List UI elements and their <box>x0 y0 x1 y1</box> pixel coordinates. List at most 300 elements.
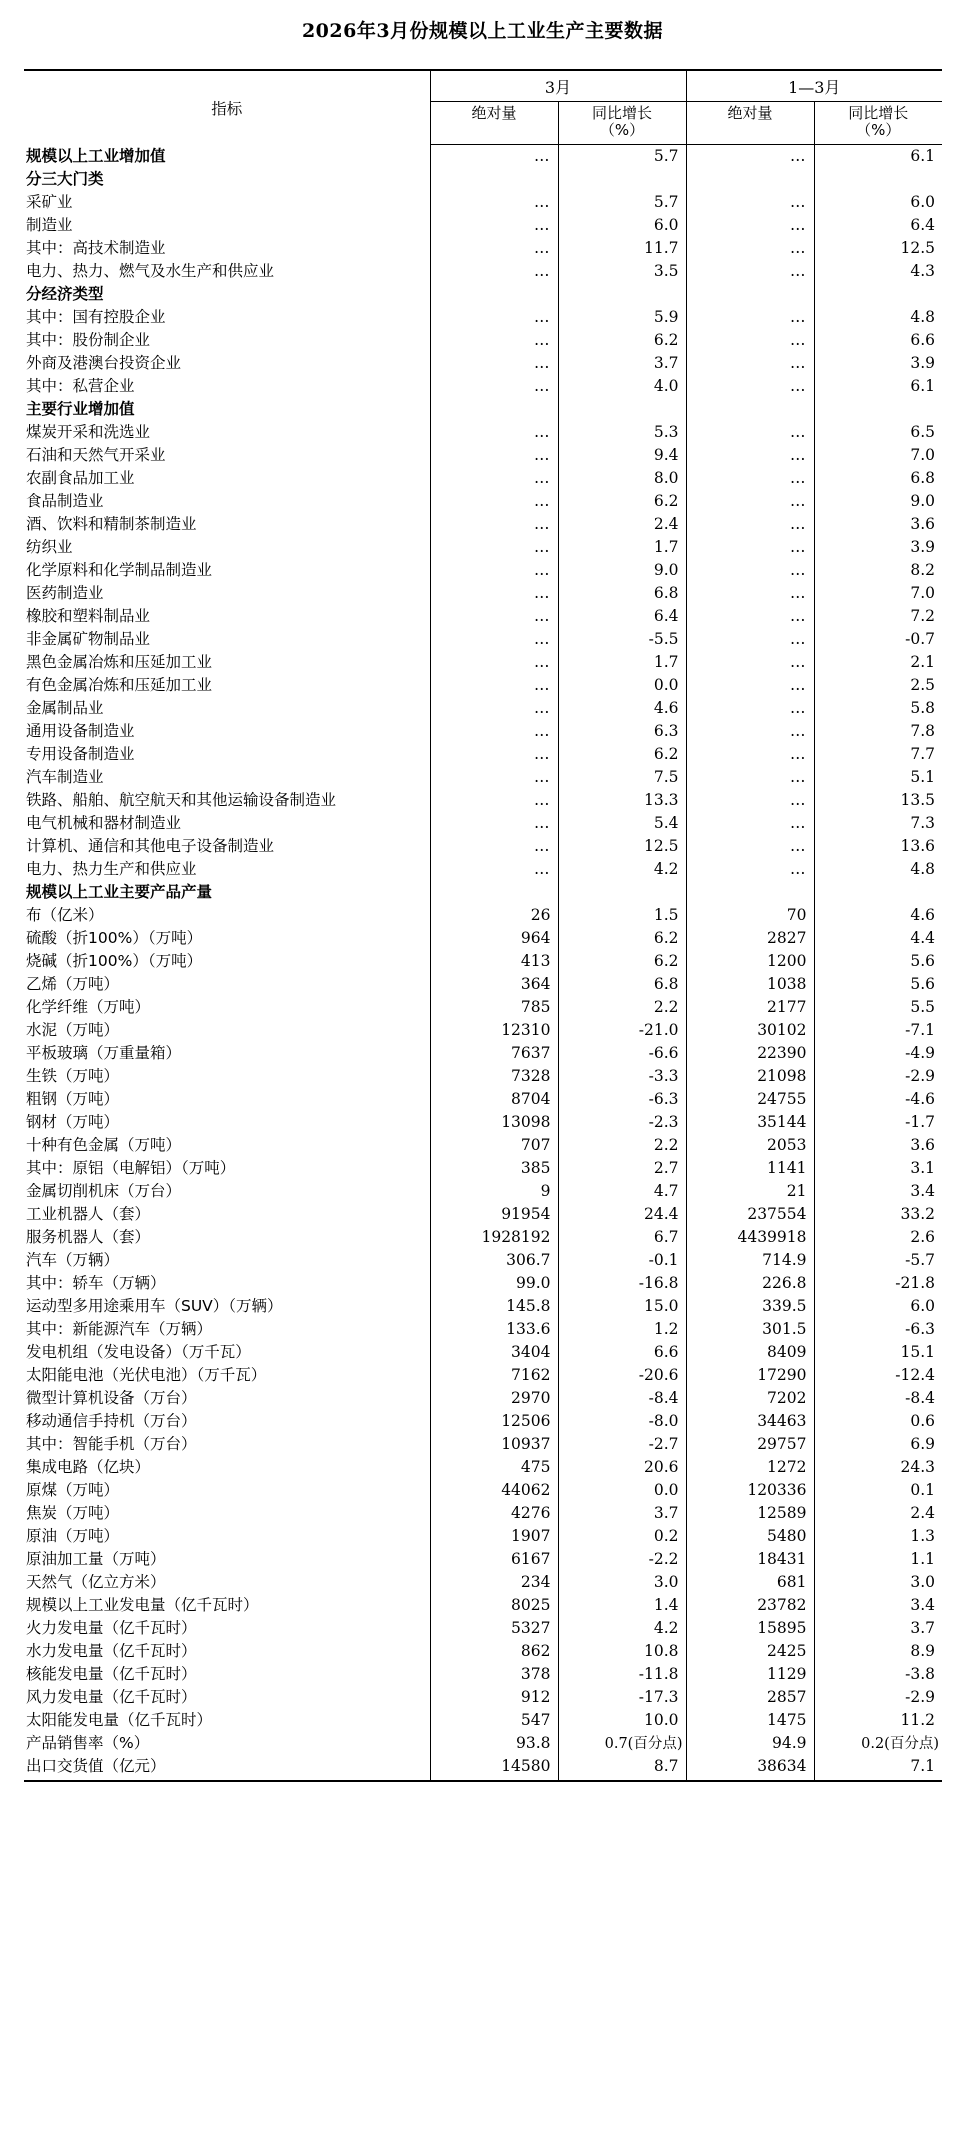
cell-month-growth: 1.4 <box>558 1594 686 1617</box>
cell-month-growth: 1.7 <box>558 536 686 559</box>
cell-month-absolute: 44062 <box>430 1479 558 1502</box>
cell-cumulative-growth: 0.6 <box>814 1410 942 1433</box>
cell-cumulative-absolute: 7202 <box>686 1387 814 1410</box>
cell-cumulative-absolute: 714.9 <box>686 1249 814 1272</box>
table-row <box>24 1387 942 1410</box>
cell-month-absolute: … <box>430 306 558 329</box>
cell-month-growth: 5.4 <box>558 812 686 835</box>
table-row <box>24 144 942 168</box>
cell-cumulative-absolute: 1129 <box>686 1663 814 1686</box>
cell-cumulative-absolute <box>686 398 814 421</box>
row-label: 服务机器人（套） <box>26 1228 151 1247</box>
table-row <box>24 214 942 237</box>
cell-cumulative-absolute: 34463 <box>686 1410 814 1433</box>
cell-month-growth: 7.5 <box>558 766 686 789</box>
cell-month-growth: 6.8 <box>558 582 686 605</box>
cell-month-growth: 4.2 <box>558 858 686 881</box>
table-row <box>24 1111 942 1134</box>
row-label: 电力、热力、燃气及水生产和供应业 <box>26 262 275 281</box>
cell-cumulative-absolute: 23782 <box>686 1594 814 1617</box>
table-row <box>24 1249 942 1272</box>
cell-month-growth: 6.2 <box>558 490 686 513</box>
cell-cumulative-absolute: 2857 <box>686 1686 814 1709</box>
table-row <box>24 789 942 812</box>
row-label: 铁路、船舶、航空航天和其他运输设备制造业 <box>26 791 337 810</box>
row-label: 运动型多用途乘用车（SUV）（万辆） <box>26 1297 283 1316</box>
cell-month-absolute <box>430 168 558 191</box>
row-label: 天然气（亿立方米） <box>26 1573 166 1592</box>
cell-month-absolute: 413 <box>430 950 558 973</box>
cell-month-absolute: 6167 <box>430 1548 558 1571</box>
row-label: 金属切削机床（万台） <box>26 1182 182 1201</box>
cell-cumulative-growth <box>814 398 942 421</box>
cell-cumulative-growth: 6.8 <box>814 467 942 490</box>
cell-month-growth: 3.0 <box>558 1571 686 1594</box>
cell-month-growth: 0.2 <box>558 1525 686 1548</box>
cell-month-absolute: … <box>430 513 558 536</box>
row-label: 焦炭（万吨） <box>26 1504 120 1523</box>
cell-cumulative-growth: 6.0 <box>814 191 942 214</box>
cell-month-absolute: 1907 <box>430 1525 558 1548</box>
table-row <box>24 444 942 467</box>
table-row <box>24 237 942 260</box>
table-row <box>24 858 942 881</box>
row-label: 布（亿米） <box>26 906 104 925</box>
cell-cumulative-absolute: 8409 <box>686 1341 814 1364</box>
table-row <box>24 467 942 490</box>
cell-cumulative-growth: 5.1 <box>814 766 942 789</box>
page-title: 2026年3月份规模以上工业生产主要数据 <box>301 20 664 42</box>
cell-cumulative-absolute: 21098 <box>686 1065 814 1088</box>
cell-month-absolute: 785 <box>430 996 558 1019</box>
cell-month-growth: 15.0 <box>558 1295 686 1318</box>
cell-cumulative-absolute: 17290 <box>686 1364 814 1387</box>
cell-month-growth: 5.7 <box>558 191 686 214</box>
row-label: 电力、热力生产和供应业 <box>26 860 197 879</box>
cell-cumulative-growth: 8.9 <box>814 1640 942 1663</box>
cell-month-absolute: 8025 <box>430 1594 558 1617</box>
cell-cumulative-growth: 0.2(百分点) <box>814 1732 942 1755</box>
cell-month-absolute: 12310 <box>430 1019 558 1042</box>
table-row <box>24 490 942 513</box>
cell-month-absolute: 13098 <box>430 1111 558 1134</box>
cell-month-growth: -6.6 <box>558 1042 686 1065</box>
cell-month-growth: 6.3 <box>558 720 686 743</box>
table-row <box>24 881 942 904</box>
table-row <box>24 973 942 996</box>
table-row <box>24 1180 942 1203</box>
cell-month-absolute: … <box>430 536 558 559</box>
cell-cumulative-growth: -1.7 <box>814 1111 942 1134</box>
cell-month-growth: 9.0 <box>558 559 686 582</box>
table-body <box>24 144 942 1781</box>
column-header-month-growth <box>558 102 686 145</box>
cell-cumulative-absolute: 2177 <box>686 996 814 1019</box>
row-label: 集成电路（亿块） <box>26 1458 151 1477</box>
row-label: 产品销售率（%） <box>26 1734 150 1753</box>
cell-cumulative-growth: 3.4 <box>814 1180 942 1203</box>
cell-month-absolute: 7328 <box>430 1065 558 1088</box>
cell-cumulative-absolute: … <box>686 812 814 835</box>
cell-cumulative-absolute: … <box>686 559 814 582</box>
row-label: 制造业 <box>26 216 73 235</box>
cell-cumulative-growth: 7.2 <box>814 605 942 628</box>
row-label: 其中：新能源汽车（万辆） <box>26 1320 213 1339</box>
cell-month-absolute: 9 <box>430 1180 558 1203</box>
table-row <box>24 1364 942 1387</box>
cell-cumulative-growth: -8.4 <box>814 1387 942 1410</box>
cell-month-growth: 2.2 <box>558 1134 686 1157</box>
row-label: 工业机器人（套） <box>26 1205 151 1224</box>
cell-cumulative-absolute: 2827 <box>686 927 814 950</box>
table-row <box>24 1709 942 1732</box>
cell-cumulative-absolute: 301.5 <box>686 1318 814 1341</box>
table-row <box>24 1571 942 1594</box>
row-label: 纺织业 <box>26 538 73 557</box>
cell-cumulative-absolute: … <box>686 789 814 812</box>
row-label: 非金属矿物制品业 <box>26 630 151 649</box>
cell-cumulative-absolute: … <box>686 858 814 881</box>
cell-cumulative-absolute: … <box>686 536 814 559</box>
cell-month-growth: -2.3 <box>558 1111 686 1134</box>
cell-cumulative-absolute: … <box>686 674 814 697</box>
row-label: 其中：股份制企业 <box>26 331 151 350</box>
cell-cumulative-growth: -2.9 <box>814 1686 942 1709</box>
cell-cumulative-absolute: 94.9 <box>686 1732 814 1755</box>
table-row <box>24 283 942 306</box>
industrial-production-table <box>24 69 942 1782</box>
cell-cumulative-absolute: 30102 <box>686 1019 814 1042</box>
cell-month-growth: 10.0 <box>558 1709 686 1732</box>
cell-month-absolute: 93.8 <box>430 1732 558 1755</box>
cell-month-growth: 11.7 <box>558 237 686 260</box>
cell-month-growth: 24.4 <box>558 1203 686 1226</box>
cell-cumulative-growth: 7.3 <box>814 812 942 835</box>
cell-month-growth: -11.8 <box>558 1663 686 1686</box>
cell-cumulative-growth: -12.4 <box>814 1364 942 1387</box>
cell-month-absolute: … <box>430 766 558 789</box>
cell-month-growth: 0.0 <box>558 1479 686 1502</box>
cell-cumulative-growth: 0.1 <box>814 1479 942 1502</box>
cell-cumulative-growth: 2.1 <box>814 651 942 674</box>
row-label: 太阳能电池（光伏电池）（万千瓦） <box>26 1366 267 1385</box>
cell-month-growth: 6.2 <box>558 927 686 950</box>
row-label: 农副食品加工业 <box>26 469 135 488</box>
cell-cumulative-growth: 3.7 <box>814 1617 942 1640</box>
table-row <box>24 260 942 283</box>
cell-month-absolute: … <box>430 214 558 237</box>
row-label: 规模以上工业发电量（亿千瓦时） <box>26 1596 259 1615</box>
table-row <box>24 306 942 329</box>
cell-month-growth: 4.2 <box>558 1617 686 1640</box>
cell-month-growth <box>558 398 686 421</box>
cell-month-growth: 5.7 <box>558 144 686 168</box>
cell-month-absolute: … <box>430 490 558 513</box>
row-label: 计算机、通信和其他电子设备制造业 <box>26 837 275 856</box>
cell-cumulative-growth: 1.3 <box>814 1525 942 1548</box>
row-label: 食品制造业 <box>26 492 104 511</box>
table-row <box>24 398 942 421</box>
table-row <box>24 1295 942 1318</box>
cell-cumulative-growth: 7.0 <box>814 582 942 605</box>
cell-cumulative-growth: 3.9 <box>814 536 942 559</box>
row-label: 原煤（万吨） <box>26 1481 120 1500</box>
table-row <box>24 1272 942 1295</box>
row-label: 汽车制造业 <box>26 768 104 787</box>
cell-cumulative-growth: 7.7 <box>814 743 942 766</box>
cell-cumulative-absolute: 18431 <box>686 1548 814 1571</box>
cell-cumulative-growth: 13.5 <box>814 789 942 812</box>
row-label: 有色金属冶炼和压延加工业 <box>26 676 213 695</box>
cell-month-absolute: 145.8 <box>430 1295 558 1318</box>
cell-cumulative-absolute: 1200 <box>686 950 814 973</box>
cell-cumulative-absolute: … <box>686 628 814 651</box>
cell-cumulative-absolute: 237554 <box>686 1203 814 1226</box>
cell-month-growth: 3.5 <box>558 260 686 283</box>
cell-month-growth: 8.0 <box>558 467 686 490</box>
cell-cumulative-absolute: 21 <box>686 1180 814 1203</box>
cell-month-growth: 6.8 <box>558 973 686 996</box>
row-label: 煤炭开采和洗选业 <box>26 423 151 442</box>
cell-month-absolute: … <box>430 467 558 490</box>
cell-month-growth: 0.0 <box>558 674 686 697</box>
cell-month-absolute: … <box>430 789 558 812</box>
cell-cumulative-growth: -5.7 <box>814 1249 942 1272</box>
table-row <box>24 1755 942 1781</box>
cell-cumulative-growth: 3.4 <box>814 1594 942 1617</box>
cell-cumulative-absolute: 70 <box>686 904 814 927</box>
table-row <box>24 1456 942 1479</box>
cell-month-growth: -20.6 <box>558 1364 686 1387</box>
cell-cumulative-absolute: 35144 <box>686 1111 814 1134</box>
cell-month-absolute: 2970 <box>430 1387 558 1410</box>
cell-month-growth: 2.7 <box>558 1157 686 1180</box>
row-label: 生铁（万吨） <box>26 1067 120 1086</box>
cell-month-absolute: … <box>430 858 558 881</box>
cell-cumulative-growth: 9.0 <box>814 490 942 513</box>
row-label: 核能发电量（亿千瓦时） <box>26 1665 197 1684</box>
table-row <box>24 996 942 1019</box>
table-row <box>24 329 942 352</box>
table-row <box>24 950 942 973</box>
cell-month-growth: 20.6 <box>558 1456 686 1479</box>
row-label: 通用设备制造业 <box>26 722 135 741</box>
cell-cumulative-absolute: 15895 <box>686 1617 814 1640</box>
cell-month-absolute: … <box>430 144 558 168</box>
cell-month-growth: 2.2 <box>558 996 686 1019</box>
cell-cumulative-absolute: … <box>686 191 814 214</box>
table-row <box>24 674 942 697</box>
row-label: 移动通信手持机（万台） <box>26 1412 197 1431</box>
cell-month-growth: 4.0 <box>558 375 686 398</box>
cell-month-absolute: … <box>430 559 558 582</box>
cell-cumulative-growth: -6.3 <box>814 1318 942 1341</box>
cell-month-growth: 1.7 <box>558 651 686 674</box>
cell-month-absolute: 378 <box>430 1663 558 1686</box>
cell-cumulative-absolute: 339.5 <box>686 1295 814 1318</box>
cell-cumulative-growth: 6.1 <box>814 375 942 398</box>
table-row <box>24 628 942 651</box>
row-label: 火力发电量（亿千瓦时） <box>26 1619 197 1638</box>
table-row <box>24 191 942 214</box>
cell-cumulative-absolute: 12589 <box>686 1502 814 1525</box>
cell-cumulative-absolute: 1141 <box>686 1157 814 1180</box>
cell-month-absolute: 385 <box>430 1157 558 1180</box>
table-row <box>24 835 942 858</box>
cell-month-absolute: 10937 <box>430 1433 558 1456</box>
cell-month-growth: 8.7 <box>558 1755 686 1781</box>
cell-month-growth: 6.6 <box>558 1341 686 1364</box>
column-header-month: 3月 <box>430 70 686 102</box>
cell-month-growth: 1.2 <box>558 1318 686 1341</box>
row-label: 烧碱（折100%）（万吨） <box>26 952 203 971</box>
row-label: 专用设备制造业 <box>26 745 135 764</box>
cell-cumulative-growth: 5.6 <box>814 973 942 996</box>
cell-cumulative-growth: -21.8 <box>814 1272 942 1295</box>
cell-cumulative-absolute: 5480 <box>686 1525 814 1548</box>
cell-month-growth: 6.4 <box>558 605 686 628</box>
row-label: 原油（万吨） <box>26 1527 120 1546</box>
table-row <box>24 927 942 950</box>
table-row <box>24 1088 942 1111</box>
cell-month-growth: 6.2 <box>558 743 686 766</box>
cell-cumulative-growth: 5.8 <box>814 697 942 720</box>
cell-cumulative-growth <box>814 283 942 306</box>
cell-month-absolute: 364 <box>430 973 558 996</box>
table-row <box>24 1502 942 1525</box>
cell-month-growth: -0.1 <box>558 1249 686 1272</box>
cell-month-absolute: … <box>430 605 558 628</box>
cell-month-absolute: 964 <box>430 927 558 950</box>
cell-cumulative-growth: 3.6 <box>814 1134 942 1157</box>
cell-cumulative-growth: 6.1 <box>814 144 942 168</box>
cell-month-growth <box>558 283 686 306</box>
cell-cumulative-absolute <box>686 283 814 306</box>
cell-cumulative-absolute: … <box>686 651 814 674</box>
row-label: 金属制品业 <box>26 699 104 718</box>
cell-cumulative-absolute: … <box>686 375 814 398</box>
table-row <box>24 766 942 789</box>
cell-cumulative-growth: 5.6 <box>814 950 942 973</box>
cell-cumulative-absolute: 29757 <box>686 1433 814 1456</box>
cell-cumulative-growth: 4.8 <box>814 306 942 329</box>
cell-cumulative-growth: 7.0 <box>814 444 942 467</box>
cell-month-absolute: 99.0 <box>430 1272 558 1295</box>
cell-cumulative-growth: 4.4 <box>814 927 942 950</box>
cell-month-absolute: 8704 <box>430 1088 558 1111</box>
cell-cumulative-growth: 7.1 <box>814 1755 942 1781</box>
cell-cumulative-absolute: … <box>686 605 814 628</box>
cell-cumulative-absolute: … <box>686 214 814 237</box>
table-row <box>24 1410 942 1433</box>
table-row <box>24 904 942 927</box>
cell-month-absolute: … <box>430 352 558 375</box>
cell-month-absolute: … <box>430 375 558 398</box>
cell-month-absolute: 133.6 <box>430 1318 558 1341</box>
cell-month-growth: 3.7 <box>558 1502 686 1525</box>
row-label: 其中：原铝（电解铝）（万吨） <box>26 1159 236 1178</box>
table-row <box>24 352 942 375</box>
cell-month-absolute: … <box>430 743 558 766</box>
cell-month-absolute: … <box>430 697 558 720</box>
row-label: 电气机械和器材制造业 <box>26 814 182 833</box>
row-label: 黑色金属冶炼和压延加工业 <box>26 653 213 672</box>
cell-cumulative-absolute: 24755 <box>686 1088 814 1111</box>
cell-cumulative-growth: 7.8 <box>814 720 942 743</box>
row-label: 微型计算机设备（万台） <box>26 1389 197 1408</box>
table-row <box>24 559 942 582</box>
cell-month-absolute: … <box>430 260 558 283</box>
cell-month-absolute: 4276 <box>430 1502 558 1525</box>
growth-label-line2: （%） <box>599 121 645 140</box>
cell-cumulative-growth: 2.6 <box>814 1226 942 1249</box>
cell-cumulative-absolute: 681 <box>686 1571 814 1594</box>
cell-cumulative-growth: 5.5 <box>814 996 942 1019</box>
row-label: 水泥（万吨） <box>26 1021 120 1040</box>
table-row <box>24 1479 942 1502</box>
growth-label-line1: 同比增长 <box>591 104 652 122</box>
cell-cumulative-growth: -4.6 <box>814 1088 942 1111</box>
cell-month-absolute: … <box>430 329 558 352</box>
cell-cumulative-absolute: … <box>686 144 814 168</box>
cell-cumulative-absolute: 38634 <box>686 1755 814 1781</box>
row-label: 分三大门类 <box>26 170 104 189</box>
cell-cumulative-absolute: … <box>686 467 814 490</box>
cell-cumulative-absolute: 2425 <box>686 1640 814 1663</box>
table-row <box>24 1617 942 1640</box>
row-label: 出口交货值（亿元） <box>24 1755 430 1781</box>
cell-month-absolute: … <box>430 835 558 858</box>
growth-label-line2: （%） <box>856 121 901 140</box>
row-label: 水力发电量（亿千瓦时） <box>26 1642 197 1661</box>
cell-cumulative-absolute: … <box>686 306 814 329</box>
row-label: 十种有色金属（万吨） <box>26 1136 182 1155</box>
cell-month-absolute: 234 <box>430 1571 558 1594</box>
cell-month-absolute: 7637 <box>430 1042 558 1065</box>
cell-month-absolute: 7162 <box>430 1364 558 1387</box>
cell-month-absolute: … <box>430 651 558 674</box>
cell-month-growth: -2.7 <box>558 1433 686 1456</box>
cell-month-absolute: 91954 <box>430 1203 558 1226</box>
cell-cumulative-absolute <box>686 881 814 904</box>
cell-cumulative-absolute: … <box>686 766 814 789</box>
cell-cumulative-growth: 33.2 <box>814 1203 942 1226</box>
cell-cumulative-absolute: … <box>686 490 814 513</box>
cell-month-absolute: 547 <box>430 1709 558 1732</box>
cell-cumulative-absolute: … <box>686 260 814 283</box>
table-row <box>24 1042 942 1065</box>
cell-cumulative-growth: 4.3 <box>814 260 942 283</box>
row-label: 化学纤维（万吨） <box>26 998 151 1017</box>
cell-cumulative-absolute: … <box>686 582 814 605</box>
cell-month-absolute: … <box>430 628 558 651</box>
row-label: 原油加工量（万吨） <box>26 1550 166 1569</box>
cell-cumulative-growth: 24.3 <box>814 1456 942 1479</box>
table-row <box>24 743 942 766</box>
cell-cumulative-growth: 11.2 <box>814 1709 942 1732</box>
cell-cumulative-growth: -2.9 <box>814 1065 942 1088</box>
cell-month-growth: 6.2 <box>558 950 686 973</box>
cell-cumulative-growth: 6.5 <box>814 421 942 444</box>
table-row <box>24 812 942 835</box>
cell-month-absolute: … <box>430 191 558 214</box>
row-label: 其中：轿车（万辆） <box>26 1274 166 1293</box>
row-label: 其中：智能手机（万台） <box>26 1435 197 1454</box>
row-label: 规模以上工业增加值 <box>26 147 166 166</box>
cell-cumulative-absolute: 1038 <box>686 973 814 996</box>
row-label: 外商及港澳台投资企业 <box>26 354 182 373</box>
cell-month-growth: 4.7 <box>558 1180 686 1203</box>
